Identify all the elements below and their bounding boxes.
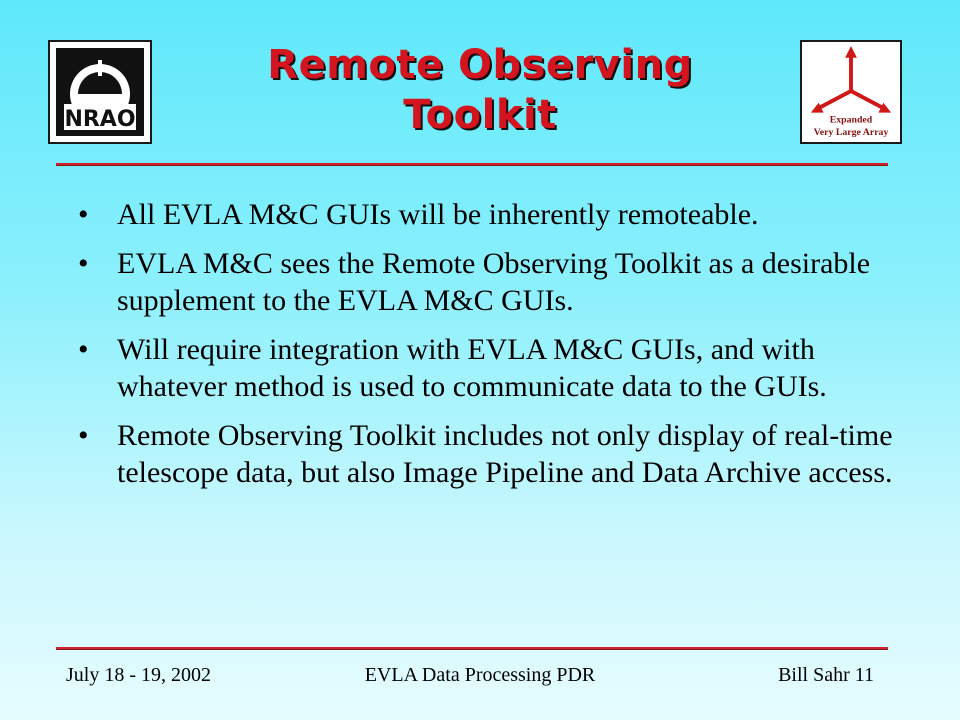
bullet-text: All EVLA M&C GUIs will be inherently remoteable. xyxy=(117,198,759,231)
footer-author: Bill Sahr xyxy=(778,664,850,686)
bullet-icon: • xyxy=(78,198,89,231)
footer-event: EVLA Data Processing PDR xyxy=(364,664,596,686)
page-number: 11 xyxy=(854,664,874,686)
nrao-logo xyxy=(48,40,152,144)
top-divider xyxy=(56,163,888,165)
footer-date: July 18 - 19, 2002 xyxy=(66,664,211,686)
bullet-item xyxy=(78,417,898,491)
nrao-logo-graphic xyxy=(50,42,150,142)
bullet-list xyxy=(78,196,898,503)
bullet-text: Will require integration with EVLA M&C GUIs, and with whatever method is used to communicate data to the GUIs. xyxy=(117,333,827,403)
bullet-icon: • xyxy=(78,247,89,280)
slide-title-line1: Remote Observing xyxy=(267,42,693,88)
nrao-logo-text: NRAO xyxy=(64,107,136,132)
bullet-item xyxy=(78,331,898,405)
evla-logo-line1: Expanded xyxy=(829,114,873,126)
evla-logo-line2: Very Large Array xyxy=(813,127,889,139)
footer-author-page xyxy=(778,663,874,687)
bullet-text: Remote Observing Toolkit includes not only display of real-time telescope data, but also Image Pipeline and Data Archive access. xyxy=(117,419,893,489)
slide-title-line2: Toolkit xyxy=(403,92,557,138)
evla-array-arms xyxy=(811,46,891,113)
slide-title xyxy=(180,40,780,140)
evla-logo xyxy=(800,40,902,144)
bottom-divider xyxy=(56,647,888,649)
bullet-icon: • xyxy=(78,333,89,366)
bullet-icon: • xyxy=(78,419,89,452)
evla-logo-graphic xyxy=(802,42,900,142)
bullet-text: EVLA M&C sees the Remote Observing Toolkit as a desirable supplement to the EVLA M&C GUIs. xyxy=(117,247,871,317)
bullet-item xyxy=(78,245,898,319)
bullet-item xyxy=(78,196,898,233)
